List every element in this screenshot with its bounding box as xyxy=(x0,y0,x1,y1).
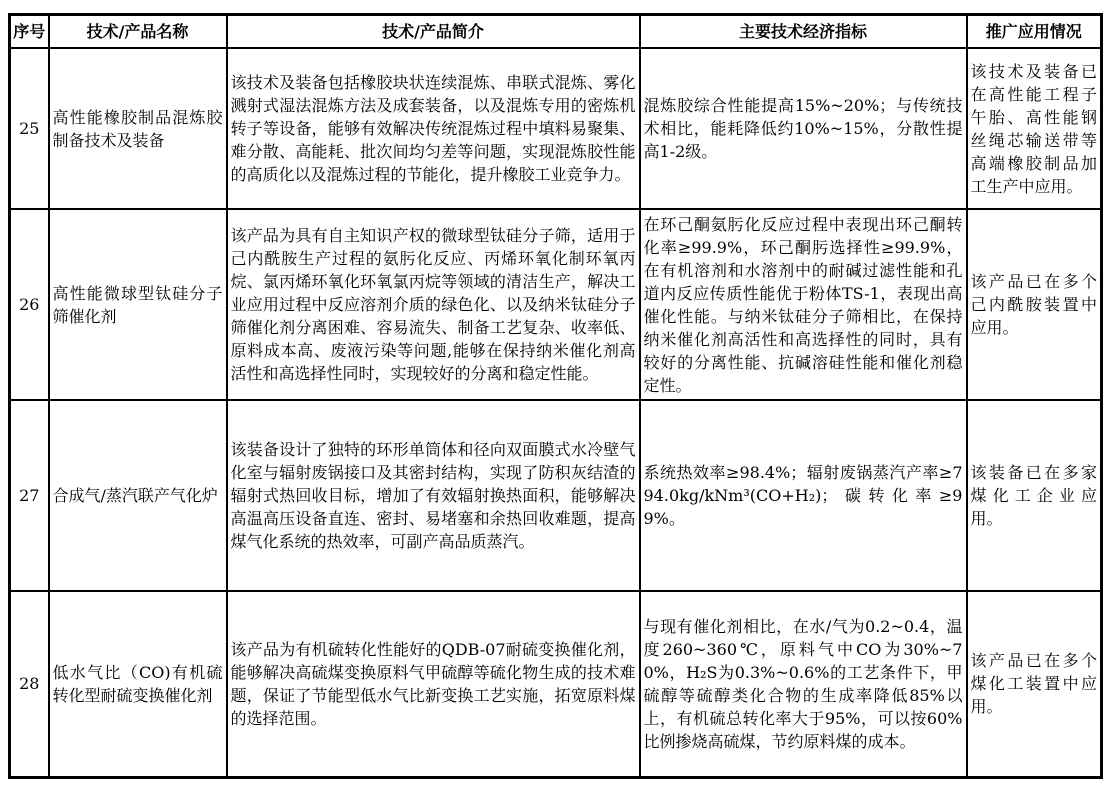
product-name-cell: 高性能橡胶制品混炼胶制备技术及装备 xyxy=(49,48,227,209)
product-name-cell: 合成气/蒸汽联产气化炉 xyxy=(49,400,227,591)
application-status-cell: 该技术及装备已在高性能工程子午胎、高性能钢丝绳芯输送带等高端橡胶制品加工生产中应用。 xyxy=(967,48,1102,209)
economic-indicators-cell: 系统热效率≥98.4%；辐射废锅蒸汽产率≥794.0kg/kNm³(CO+H₂)；碳转化率≥99%。 xyxy=(640,400,967,591)
product-intro-cell: 该装备设计了独特的环形单筒体和径向双面膜式水冷壁气化室与辐射废锅接口及其密封结构，实现了防积灰结渣的辐射式热回收目标，增加了有效辐射换热面积，能够解决高温高压设备直连、密封、易堵塞和余热回收难题，提高煤气化系统的热效率，可副产高品质蒸汽。 xyxy=(227,400,640,591)
table-row-28 xyxy=(10,591,1102,777)
product-intro-cell: 该产品为有机硫转化性能好的QDB-07耐硫变换催化剂，能够解决高硫煤变换原料气甲硫醇等硫化物生成的技术难题，保证了节能型低水气比新变换工艺实施，拓宽原料煤的选择范围。 xyxy=(227,591,640,777)
product-intro-cell: 该技术及装备包括橡胶块状连续混炼、串联式混炼、雾化溅射式湿法混炼方法及成套装备，以及混炼专用的密炼机转子等设备，能够有效解决传统混炼过程中填料易聚集、难分散、高能耗、批次间均匀差等问题，实现混炼胶性能的高质化以及混炼过程的节能化，提升橡胶工业竞争力。 xyxy=(227,48,640,209)
header-application-status: 推广应用情况 xyxy=(967,15,1102,49)
table-row-25 xyxy=(10,48,1102,209)
application-status-cell: 该产品已在多个煤化工装置中应用。 xyxy=(967,591,1102,777)
header-row xyxy=(10,15,1102,49)
economic-indicators-cell: 与现有催化剂相比，在水/气为0.2~0.4，温度260~360℃，原料气中CO为30%~70%，H₂S为0.3%~0.6%的工艺条件下，甲硫醇等硫醇类化合物的生成率降低85%以上，有机硫总转化率大于95%，可以按60%比例掺烧高硫煤，节约原料煤的成本。 xyxy=(640,591,967,777)
document-page xyxy=(8,13,1103,779)
economic-indicators-cell: 混炼胶综合性能提高15%~20%；与传统技术相比，能耗降低约10%~15%，分散性提高1-2级。 xyxy=(640,48,967,209)
product-name-cell: 高性能微球型钛硅分子筛催化剂 xyxy=(49,209,227,400)
technology-catalog-table xyxy=(8,13,1103,779)
economic-indicators-cell: 在环己酮氨肟化反应过程中表现出环己酮转化率≥99.9%，环己酮肟选择性≥99.9%，在有机溶剂和水溶剂中的耐碱过滤性能和孔道内反应传质性能优于粉体TS-1，表现出高催化性能。与纳米钛硅分子筛相比，在保持纳米催化剂高活性和高选择性的同时，具有较好的分离性能、抗碱溶硅性能和催化剂稳定性。 xyxy=(640,209,967,400)
table-row-26 xyxy=(10,209,1102,400)
product-name-cell: 低水气比（CO)有机硫转化型耐硫变换催化剂 xyxy=(49,591,227,777)
product-intro-cell: 该产品为具有自主知识产权的微球型钛硅分子筛，适用于己内酰胺生产过程的氨肟化反应、丙烯环氧化制环氧丙烷、氯丙烯环氧化环氧氯丙烷等领域的清洁生产，解决工业应用过程中反应溶剂介质的绿色化、以及纳米钛硅分子筛催化剂分离困难、容易流失、制备工艺复杂、收率低、原料成本高、废液污染等问题,能够在保持纳米催化剂高活性和高选择性同时，实现较好的分离和稳定性能。 xyxy=(227,209,640,400)
table-row-27 xyxy=(10,400,1102,591)
serial-number-cell: 27 xyxy=(10,400,49,591)
application-status-cell: 该产品已在多个己内酰胺装置中应用。 xyxy=(967,209,1102,400)
serial-number-cell: 28 xyxy=(10,591,49,777)
application-status-cell: 该装备已在多家煤化工企业应用。 xyxy=(967,400,1102,591)
header-serial-number: 序号 xyxy=(10,15,49,49)
serial-number-cell: 25 xyxy=(10,48,49,209)
header-product-intro: 技术/产品简介 xyxy=(227,15,640,49)
serial-number-cell: 26 xyxy=(10,209,49,400)
header-product-name: 技术/产品名称 xyxy=(49,15,227,49)
header-economic-indicators: 主要技术经济指标 xyxy=(640,15,967,49)
